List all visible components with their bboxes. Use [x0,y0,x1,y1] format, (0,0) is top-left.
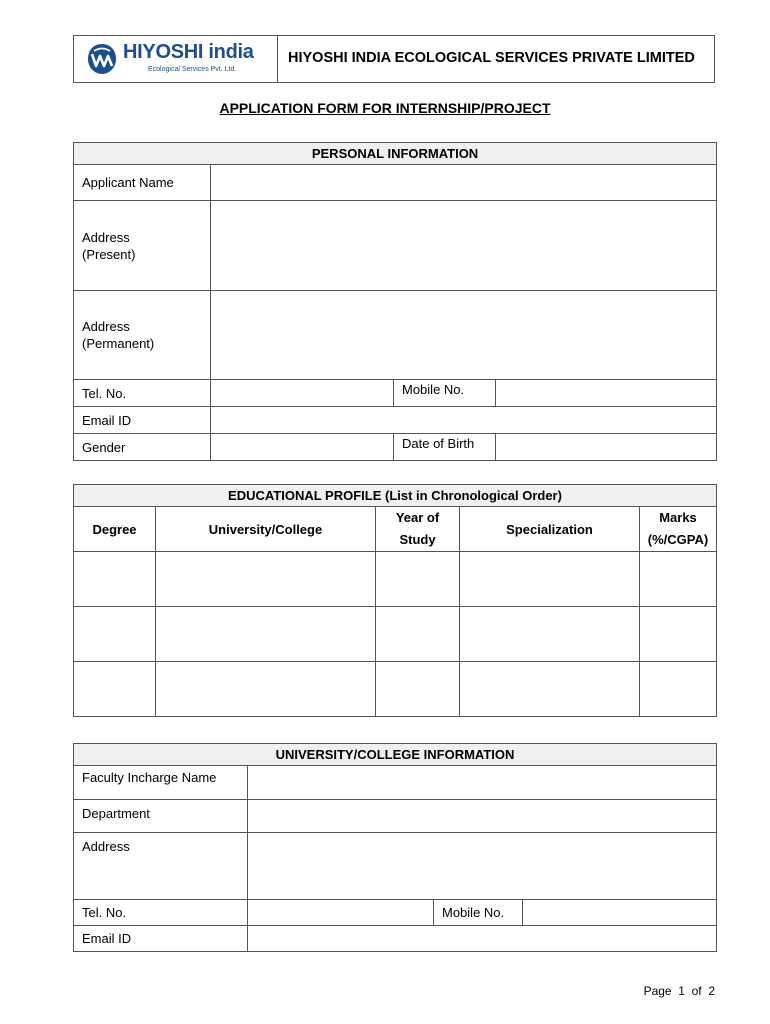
page-number [644,984,715,998]
university-cell[interactable] [156,662,376,717]
dob-label: Date of Birth [394,434,496,461]
company-name: HIYOSHI INDIA ECOLOGICAL SERVICES PRIVATE LIMITED [288,50,695,66]
year-cell[interactable] [376,552,460,607]
email-label: Email ID [74,407,211,434]
page-current: 1 [678,984,685,998]
department-label: Department [74,800,248,833]
specialization-cell[interactable] [460,607,640,662]
col-marks: Marks (%/CGPA) [640,507,717,552]
year-cell[interactable] [376,662,460,717]
degree-cell[interactable] [74,662,156,717]
marks-cell[interactable] [640,552,717,607]
university-mobile-field[interactable] [523,900,717,926]
table-row [74,552,717,607]
university-email-label: Email ID [74,926,248,952]
logo [74,36,278,82]
university-address-label: Address [74,833,248,900]
marks-cell[interactable] [640,662,717,717]
col-specialization: Specialization [460,507,640,552]
address-permanent-field[interactable] [211,291,717,380]
applicant-name-field[interactable] [211,165,717,201]
university-cell[interactable] [156,607,376,662]
tel-field[interactable] [211,380,394,407]
page-label: Page [643,984,672,998]
logo-tagline: Ecological Services Pvt. Ltd. [148,66,237,73]
faculty-field[interactable] [248,766,717,800]
table-row [74,607,717,662]
marks-cell[interactable] [640,607,717,662]
university-tel-label: Tel. No. [74,900,248,926]
university-cell[interactable] [156,552,376,607]
dob-field[interactable] [496,434,717,461]
mobile-label: Mobile No. [394,380,496,407]
col-year-of-study: Year of Study [376,507,460,552]
col-degree: Degree [74,507,156,552]
gender-label: Gender [74,434,211,461]
education-table [73,484,717,717]
address-permanent-label-line2: (Permanent) [82,336,155,351]
logo-name: HIYOSHI india [123,41,254,63]
university-info-table [73,743,717,952]
university-address-field[interactable] [248,833,717,900]
address-present-field[interactable] [211,201,717,291]
tel-label: Tel. No. [74,380,211,407]
page-total: 2 [708,984,715,998]
department-field[interactable] [248,800,717,833]
address-present-label-line1: Address [82,229,130,245]
address-permanent-label-line1: Address [82,319,130,334]
mobile-field[interactable] [496,380,717,407]
degree-cell[interactable] [74,552,156,607]
faculty-label: Faculty Incharge Name [74,766,248,800]
applicant-name-label: Applicant Name [74,165,211,201]
year-cell[interactable] [376,607,460,662]
education-heading: EDUCATIONAL PROFILE (List in Chronological Order) [74,485,717,507]
gender-field[interactable] [211,434,394,461]
address-present-label-line2: (Present) [82,246,136,262]
address-permanent-label [74,291,211,380]
table-row [74,662,717,717]
university-mobile-label: Mobile No. [434,900,523,926]
address-present-label [74,201,211,291]
personal-info-heading: PERSONAL INFORMATION [74,143,717,165]
specialization-cell[interactable] [460,662,640,717]
degree-cell[interactable] [74,607,156,662]
form-title: APPLICATION FORM FOR INTERNSHIP/PROJECT [219,100,551,116]
specialization-cell[interactable] [460,552,640,607]
letterhead [73,35,715,83]
university-email-field[interactable] [248,926,717,952]
university-tel-field[interactable] [248,900,434,926]
email-field[interactable] [211,407,717,434]
hiyoshi-logo-icon [86,42,118,76]
col-university: University/College [156,507,376,552]
university-info-heading: UNIVERSITY/COLLEGE INFORMATION [74,744,717,766]
page-of-label: of [691,984,702,998]
personal-info-table [73,142,717,461]
